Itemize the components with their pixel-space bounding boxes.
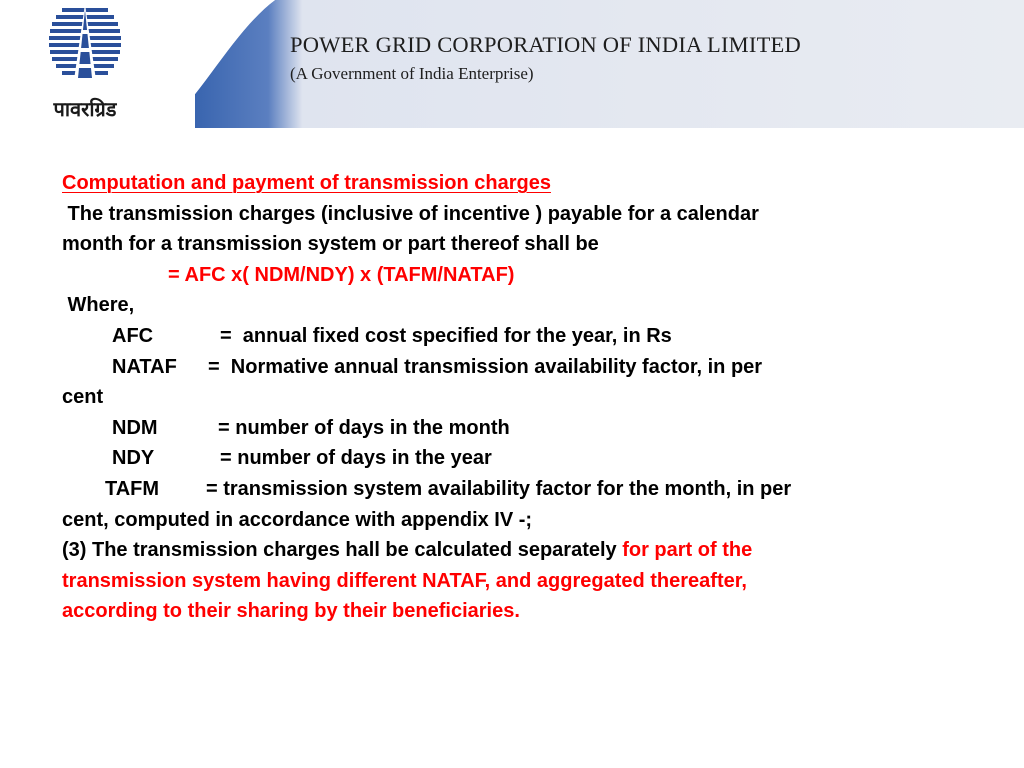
logo [0, 0, 195, 128]
def-term-afc: AFC [112, 324, 154, 347]
clause-3-highlight-3: according to their sharing by their beneficiaries. [62, 600, 520, 623]
logo-text: पावरग्रिड [53, 97, 117, 121]
def-text-tafm: = transmission system availability factor for the month, in per [206, 477, 792, 500]
def-text-nataf: = Normative annual transmission availability factor, in per [208, 355, 763, 378]
intro-line-2: month for a transmission system or part thereof shall be [62, 233, 599, 256]
intro-line-1: The transmission charges (inclusive of incentive ) payable for a calendar [62, 202, 759, 225]
def-term-nataf: NATAF [112, 355, 177, 378]
def-text-ndm: = number of days in the month [218, 416, 510, 439]
header-banner [0, 0, 1024, 128]
clause-3-text: (3) The transmission charges hall be calculated separately [62, 539, 623, 562]
def-text-ndy: = number of days in the year [220, 447, 492, 470]
def-term-ndy: NDY [112, 447, 155, 470]
power-grid-logo-icon [0, 0, 170, 128]
def-text-afc: = annual fixed cost specified for the year, in Rs [220, 324, 672, 347]
def-term-tafm: TAFM [105, 477, 160, 500]
slide-body [62, 168, 982, 627]
slide-title: Computation and payment of transmission charges [62, 172, 551, 194]
clause-3-highlight-2: transmission system having different NATAF, and aggregated thereafter, [62, 569, 747, 592]
def-term-ndm: NDM [112, 416, 158, 439]
where-label: Where, [62, 294, 135, 317]
def-nataf-continued: cent [62, 386, 104, 409]
company-name: POWER GRID CORPORATION OF INDIA LIMITED [290, 32, 801, 57]
clause-3-highlight-1: for part of the [622, 539, 753, 562]
def-tafm-continued: cent, computed in accordance with appendix IV -; [62, 508, 533, 531]
company-subtitle: (A Government of India Enterprise) [290, 64, 534, 83]
formula: = AFC x( NDM/NDY) x (TAFM/NATAF) [168, 263, 515, 286]
